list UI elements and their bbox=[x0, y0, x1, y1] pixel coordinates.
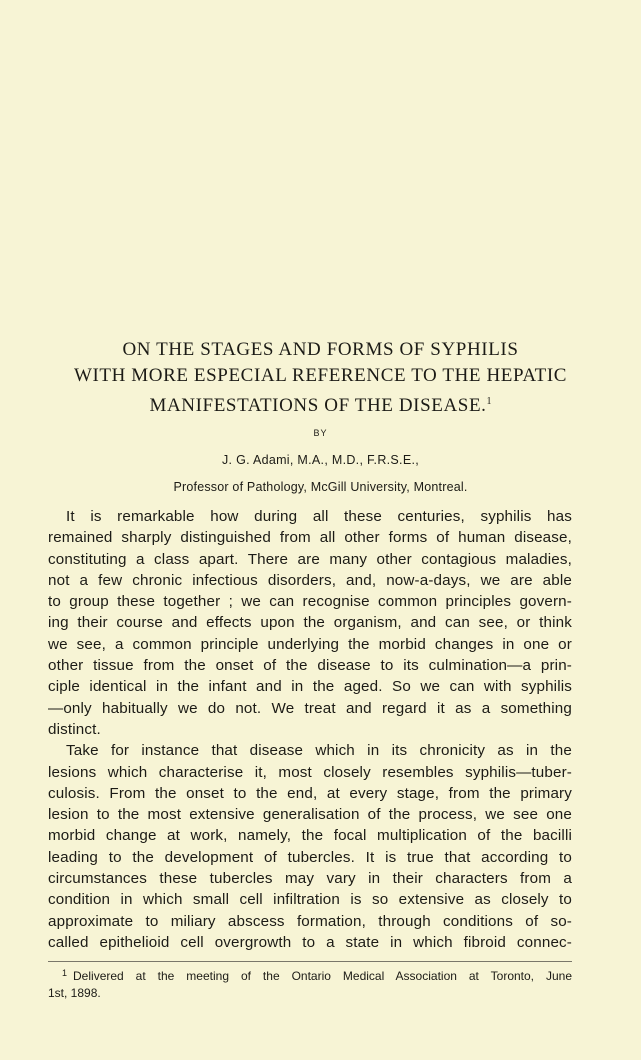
paragraph-line: ciple identical in the infant and in the aged. So we can with syphilis bbox=[48, 678, 572, 696]
title-line-3-text: MANIFESTATIONS OF THE DISEASE. bbox=[149, 395, 487, 416]
footnote-divider bbox=[48, 961, 572, 962]
paragraph-line: approximate to miliary abscess formation, through conditions of so- bbox=[48, 912, 572, 930]
title-footnote-marker: 1 bbox=[486, 396, 492, 407]
paragraph-line: called epithelioid cell overgrowth to a state in which fibroid connec- bbox=[48, 933, 572, 951]
paragraph-line: ing their course and effects upon the organism, and can see, or think bbox=[48, 614, 572, 632]
footnote-text: Delivered at the meeting of the Ontario Medical Association at Toronto, June bbox=[73, 969, 572, 983]
paragraph-line: condition in which small cell infiltration is so extensive as closely to bbox=[48, 891, 572, 909]
footnote bbox=[48, 965, 572, 1002]
paragraph-line: lesion to the most extensive generalisation of the process, we see one bbox=[48, 806, 572, 824]
paragraph-line: lesions which characterise it, most closely resembles syphilis—tuber- bbox=[48, 763, 572, 781]
paragraph-line: constituting a class apart. There are many other contagious maladies, bbox=[48, 550, 572, 568]
paragraph-line: It is remarkable how during all these centuries, syphilis has bbox=[66, 508, 572, 525]
title-line-1: ON THE STAGES AND FORMS OF SYPHILIS bbox=[122, 339, 519, 360]
paragraph-line: —only habitually we do not. We treat and regard it as a something bbox=[48, 699, 572, 717]
by-label: BY bbox=[313, 428, 328, 438]
author-name: J. G. Adami, M.A., M.D., F.R.S.E., bbox=[221, 453, 420, 467]
paragraph-line: other tissue from the onset of the disease to its culmination—a prin- bbox=[48, 657, 572, 675]
paragraph-line: Take for instance that disease which in its chronicity as in the bbox=[66, 742, 572, 760]
footnote-line-2: 1st, 1898. bbox=[48, 986, 101, 1000]
footnote-number: 1 bbox=[62, 968, 68, 978]
paragraph-line: to group these together ; we can recognise common principles govern- bbox=[48, 593, 572, 611]
paragraph-line: culosis. From the onset to the end, at every stage, from the primary bbox=[48, 784, 572, 802]
author-affiliation: Professor of Pathology, McGill University, Montreal. bbox=[173, 480, 468, 494]
article-title bbox=[60, 337, 581, 419]
paragraph-line: morbid change at work, namely, the focal multiplication of the bacilli bbox=[48, 827, 572, 845]
article-body bbox=[48, 506, 572, 953]
paragraph-line: circumstances these tubercles may vary in their characters from a bbox=[48, 870, 572, 888]
title-line-2: WITH MORE ESPECIAL REFERENCE TO THE HEPATIC bbox=[73, 365, 568, 386]
paragraph-line: not a few chronic infectious disorders, and, now-a-days, we are able bbox=[48, 571, 572, 589]
footnote-line-1 bbox=[48, 965, 572, 985]
paragraph-line: we see, a common principle underlying the morbid changes in one or bbox=[48, 635, 572, 653]
paragraph-2 bbox=[48, 740, 572, 953]
paragraph-line: distinct. bbox=[48, 720, 101, 738]
paragraph-1 bbox=[48, 506, 572, 740]
title-line-3 bbox=[60, 389, 581, 419]
paragraph-line: leading to the development of tubercles. It is true that according to bbox=[48, 848, 572, 866]
paragraph-line: remained sharply distinguished from all other forms of human disease, bbox=[48, 529, 572, 547]
